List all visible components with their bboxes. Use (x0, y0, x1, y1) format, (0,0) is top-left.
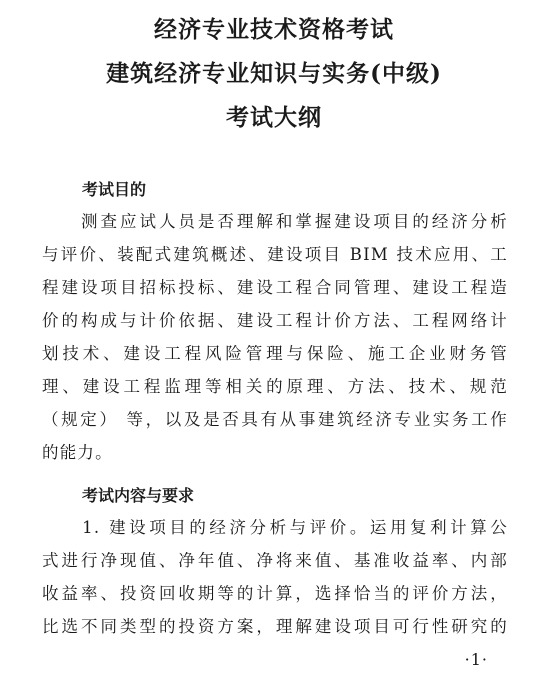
section-heading-purpose: 考试目的 (82, 180, 147, 199)
text-line: 收益率、投资回收期等的计算，选择恰当的评价方法， (42, 584, 508, 603)
text-line: 理、建设工程监理等相关的原理、方法、技术、规范 (42, 377, 508, 396)
section-heading-content: 考试内容与要求 (82, 486, 195, 505)
section-body-purpose (42, 205, 508, 469)
text-line: 价的构成与计价依据、建设工程计价方法、工程网络计 (42, 311, 508, 330)
page-number: ·1· (464, 650, 488, 669)
title-line-3: 考试大纲 (226, 104, 322, 131)
text-line: 划技术、建设工程风险管理与保险、施工企业财务管 (42, 344, 508, 363)
text-line: 1. 建设项目的经济分析与评价。运用复利计算公 (42, 518, 508, 537)
text-line: 测查应试人员是否理解和掌握建设项目的经济分析 (42, 212, 508, 231)
text-line: 式进行净现值、净年值、净将来值、基准收益率、内部 (42, 551, 508, 570)
title-line-1: 经济专业技术资格考试 (154, 16, 394, 43)
text-line: 比选不同类型的投资方案，理解建设项目可行性研究的 (42, 617, 508, 636)
section-body-content (42, 511, 508, 643)
text-line: 的能力。 (42, 443, 113, 462)
text-line: 与评价、装配式建筑概述、建设项目 BIM 技术应用、工 (42, 245, 508, 264)
text-line: （规定） 等，以及是否具有从事建筑经济专业实务工作 (42, 410, 508, 429)
title-line-2: 建筑经济专业知识与实务(中级) (106, 60, 442, 87)
text-line: 程建设项目招标投标、建设工程合同管理、建设工程造 (42, 278, 508, 297)
